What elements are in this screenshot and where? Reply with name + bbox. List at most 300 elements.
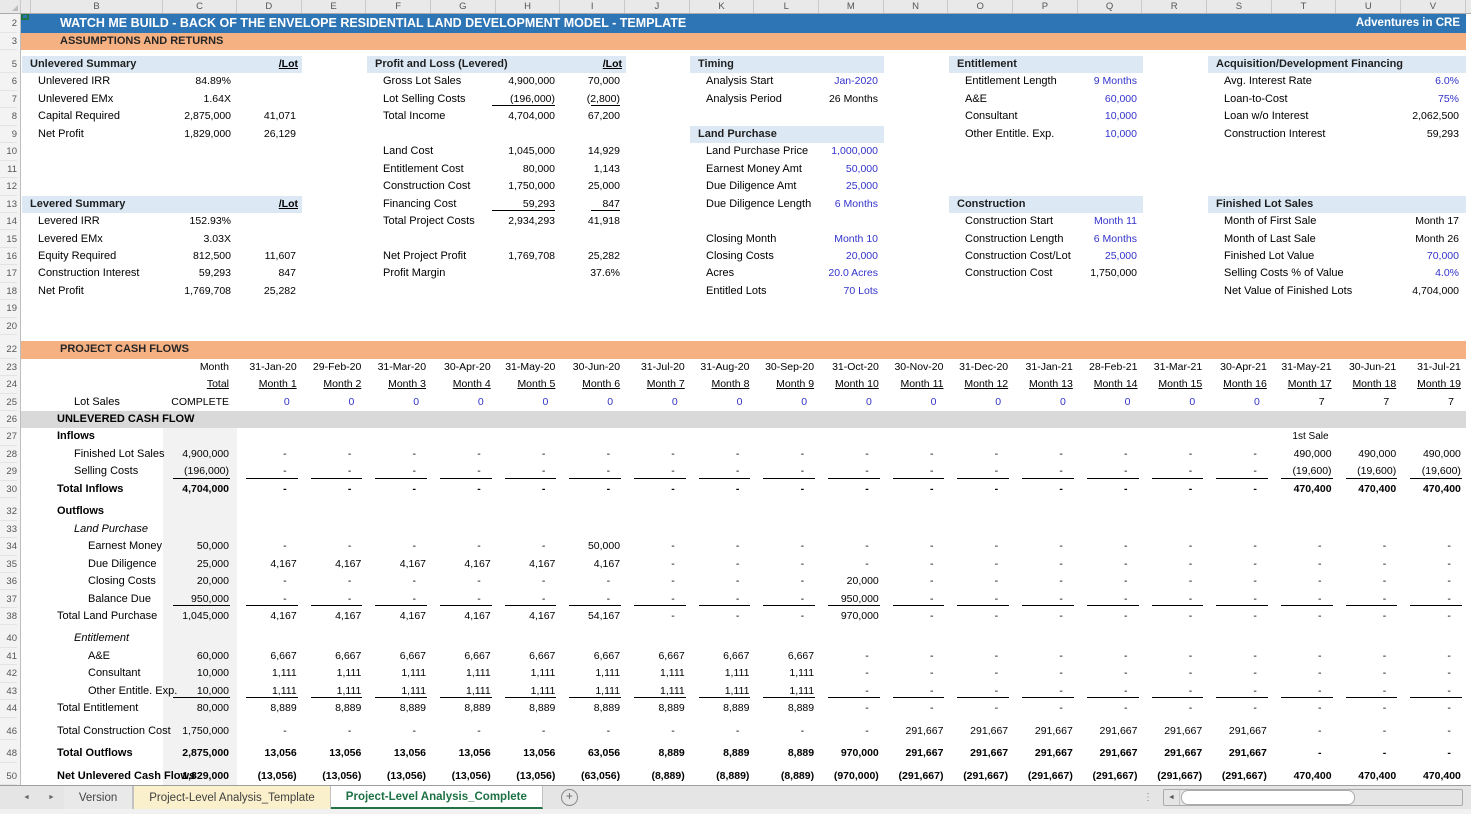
- value-cell[interactable]: 1,750,000: [508, 180, 555, 193]
- row-number-50[interactable]: 50: [0, 768, 17, 785]
- month-cell[interactable]: -: [1318, 724, 1322, 737]
- month-cell[interactable]: -: [1447, 649, 1451, 662]
- month-cell[interactable]: -: [1124, 667, 1128, 680]
- month-cell[interactable]: -: [754, 591, 819, 608]
- month-cell[interactable]: -: [865, 447, 869, 460]
- months-header-label[interactable]: Month: [199, 360, 229, 373]
- month-cell[interactable]: 1,111: [496, 683, 561, 700]
- month-cell[interactable]: -: [347, 447, 352, 460]
- month-cell[interactable]: -: [1318, 667, 1322, 680]
- month-cell[interactable]: (19,600): [1401, 463, 1466, 480]
- per-lot-cell[interactable]: 25,000: [587, 180, 620, 193]
- month-cell[interactable]: -: [283, 447, 287, 460]
- month-cell[interactable]: -: [1382, 609, 1387, 622]
- month-cell[interactable]: -: [929, 447, 934, 460]
- month-name-header[interactable]: Month 10: [835, 378, 879, 391]
- row-label[interactable]: Equity Required: [38, 249, 117, 262]
- value-cell[interactable]: 1.64X: [203, 92, 231, 105]
- column-header-F[interactable]: F: [366, 0, 431, 13]
- month-cell[interactable]: (8,889): [651, 769, 685, 782]
- month-cell[interactable]: (13,056): [322, 769, 362, 782]
- month-cell[interactable]: -: [948, 591, 1013, 608]
- month-cell[interactable]: -: [1382, 649, 1387, 662]
- month-cell[interactable]: -: [1447, 557, 1451, 570]
- row-label[interactable]: Earnest Money: [88, 540, 162, 553]
- month-cell[interactable]: -: [1188, 557, 1193, 570]
- month-cell[interactable]: -: [1447, 609, 1451, 622]
- per-lot-cell[interactable]: 37.6%: [590, 267, 620, 280]
- row-label[interactable]: Net Profit: [38, 127, 84, 140]
- column-header-A[interactable]: [21, 0, 31, 13]
- row-label[interactable]: Total Land Purchase: [57, 609, 158, 622]
- month-cell[interactable]: -: [302, 463, 367, 480]
- month-cell[interactable]: 4,167: [335, 557, 362, 570]
- month-cell[interactable]: 291,667: [970, 724, 1009, 737]
- row-label[interactable]: Unlevered IRR: [38, 75, 111, 88]
- month-cell[interactable]: -: [412, 724, 417, 737]
- month-cell[interactable]: -: [1382, 575, 1387, 588]
- row-label[interactable]: Unlevered EMx: [38, 92, 114, 105]
- row-label[interactable]: Due Diligence: [88, 557, 157, 570]
- month-cell[interactable]: -: [1059, 540, 1063, 553]
- total-cell[interactable]: 4,900,000: [182, 447, 229, 460]
- row-label[interactable]: Due Diligence Length: [706, 197, 812, 210]
- value-cell[interactable]: 26 Months: [828, 92, 878, 105]
- value-cell[interactable]: 4.0%: [1435, 267, 1459, 280]
- month-cell[interactable]: 0: [542, 395, 549, 408]
- month-cell[interactable]: 8,889: [658, 747, 685, 760]
- row-number-48[interactable]: 48: [0, 745, 17, 762]
- row-number-15[interactable]: 15: [0, 231, 17, 248]
- row-number-42[interactable]: 42: [0, 665, 17, 682]
- total-cell[interactable]: 1,829,000: [182, 769, 229, 782]
- month-cell[interactable]: 6,667: [399, 649, 427, 662]
- row-label[interactable]: Closing Month: [706, 232, 777, 245]
- scroll-left-icon[interactable]: ◄: [1164, 790, 1180, 805]
- month-cell[interactable]: (13,056): [451, 769, 491, 782]
- value-cell[interactable]: 1,769,708: [508, 249, 555, 262]
- per-lot-cell[interactable]: 25,282: [587, 249, 620, 262]
- month-cell[interactable]: 291,667: [1034, 747, 1073, 760]
- row-label[interactable]: Land Purchase: [74, 522, 148, 535]
- month-cell[interactable]: 1,111: [789, 667, 815, 680]
- column-header-T[interactable]: T: [1272, 0, 1337, 13]
- month-cell[interactable]: 1,111: [271, 667, 297, 680]
- month-cell[interactable]: -: [1059, 702, 1063, 715]
- month-cell[interactable]: -: [477, 540, 481, 553]
- month-cell[interactable]: -: [606, 482, 611, 495]
- month-name-header[interactable]: Month 4: [452, 378, 491, 391]
- value-cell[interactable]: Month 11: [1094, 215, 1137, 228]
- column-header-G[interactable]: G: [431, 0, 496, 13]
- row-label[interactable]: A&E: [965, 92, 988, 105]
- month-cell[interactable]: (8,889): [780, 769, 815, 782]
- month-cell[interactable]: -: [347, 724, 352, 737]
- month-cell[interactable]: 0: [865, 395, 872, 408]
- month-cell[interactable]: -: [735, 540, 740, 553]
- row-number-44[interactable]: 44: [0, 700, 17, 717]
- month-cell[interactable]: -: [1078, 463, 1143, 480]
- month-cell[interactable]: -: [1253, 540, 1257, 553]
- row-number-37[interactable]: 37: [0, 591, 17, 608]
- column-header-L[interactable]: L: [754, 0, 819, 13]
- row-label[interactable]: Month of First Sale: [1224, 215, 1317, 228]
- month-cell[interactable]: -: [1318, 540, 1322, 553]
- month-cell[interactable]: -: [1078, 683, 1143, 700]
- month-cell[interactable]: 8,889: [270, 702, 297, 715]
- row-label[interactable]: Selling Costs: [74, 465, 139, 478]
- month-cell[interactable]: -: [671, 447, 675, 460]
- month-cell[interactable]: 1,111: [690, 683, 755, 700]
- value-cell[interactable]: 20.0 Acres: [828, 267, 878, 280]
- month-cell[interactable]: -: [1143, 463, 1208, 480]
- row-label[interactable]: Acres: [706, 267, 735, 280]
- month-cell[interactable]: -: [1318, 557, 1322, 570]
- month-cell[interactable]: 970,000: [840, 609, 879, 622]
- row-label[interactable]: Due Diligence Amt: [706, 180, 797, 193]
- month-cell[interactable]: 13,056: [329, 747, 362, 760]
- value-cell[interactable]: 2,875,000: [184, 110, 231, 123]
- value-cell[interactable]: (196,000): [447, 91, 557, 108]
- month-name-header[interactable]: Month 6: [582, 378, 621, 391]
- month-date-header[interactable]: 30-Jun-20: [572, 360, 621, 373]
- row-label[interactable]: Selling Costs % of Value: [1224, 267, 1344, 280]
- month-cell[interactable]: -: [431, 591, 496, 608]
- per-lot-cell[interactable]: 70,000: [587, 75, 620, 88]
- value-cell[interactable]: 2,934,293: [508, 215, 555, 228]
- month-cell[interactable]: -: [929, 575, 934, 588]
- month-cell[interactable]: -: [671, 540, 675, 553]
- month-cell[interactable]: -: [884, 463, 949, 480]
- month-cell[interactable]: 4,167: [529, 557, 556, 570]
- month-cell[interactable]: -: [1337, 683, 1402, 700]
- month-cell[interactable]: 291,667: [1164, 724, 1203, 737]
- month-cell[interactable]: (291,667): [898, 769, 944, 782]
- row-label[interactable]: Net Value of Finished Lots: [1224, 284, 1353, 297]
- month-cell[interactable]: -: [625, 463, 690, 480]
- month-cell[interactable]: 6,667: [787, 649, 815, 662]
- month-cell[interactable]: 1,111: [560, 683, 625, 700]
- month-cell[interactable]: -: [735, 609, 740, 622]
- month-cell[interactable]: -: [1188, 609, 1193, 622]
- row-label[interactable]: Gross Lot Sales: [383, 75, 462, 88]
- month-cell[interactable]: -: [1188, 667, 1193, 680]
- month-cell[interactable]: -: [541, 540, 546, 553]
- per-lot-cell[interactable]: 11,607: [264, 249, 296, 262]
- month-cell[interactable]: -: [929, 540, 934, 553]
- row-label[interactable]: Entitlement: [74, 632, 130, 645]
- month-cell[interactable]: (8,889): [716, 769, 750, 782]
- month-cell[interactable]: -: [735, 447, 740, 460]
- model-title-cell[interactable]: [21, 14, 1466, 33]
- row-label[interactable]: Construction Interest: [1224, 127, 1326, 140]
- row-number-5[interactable]: 5: [0, 56, 17, 73]
- month-cell[interactable]: -: [1059, 667, 1063, 680]
- month-cell[interactable]: -: [1253, 482, 1257, 495]
- month-cell[interactable]: -: [366, 463, 431, 480]
- month-cell[interactable]: -: [283, 724, 287, 737]
- month-cell[interactable]: 7: [1448, 395, 1454, 408]
- month-cell[interactable]: -: [412, 482, 417, 495]
- month-name-header[interactable]: Month 16: [1223, 378, 1267, 391]
- month-cell[interactable]: -: [1447, 702, 1451, 715]
- per-lot-cell[interactable]: 847: [278, 267, 296, 280]
- per-lot-cell[interactable]: 847: [546, 196, 622, 213]
- row-label[interactable]: Land Cost: [383, 145, 434, 158]
- month-cell[interactable]: 13,056: [458, 747, 491, 760]
- month-cell[interactable]: -: [412, 540, 417, 553]
- month-cell[interactable]: 0: [1254, 395, 1260, 408]
- row-number-16[interactable]: 16: [0, 248, 17, 265]
- value-cell[interactable]: 6 Months: [1093, 232, 1137, 245]
- month-cell[interactable]: 8,889: [723, 702, 750, 715]
- total-cell[interactable]: 20,000: [196, 575, 229, 588]
- month-cell[interactable]: -: [865, 540, 869, 553]
- month-cell[interactable]: -: [1253, 649, 1257, 662]
- month-cell[interactable]: 291,667: [905, 724, 944, 737]
- per-lot-cell[interactable]: (2,800): [546, 91, 622, 108]
- month-cell[interactable]: -: [1382, 557, 1387, 570]
- row-number-25[interactable]: 25: [0, 394, 17, 411]
- row-number-14[interactable]: 14: [0, 213, 17, 230]
- column-header-N[interactable]: N: [884, 0, 949, 13]
- month-cell[interactable]: -: [237, 591, 302, 608]
- row-label[interactable]: Construction Cost: [965, 267, 1053, 280]
- month-cell[interactable]: 291,667: [1099, 724, 1138, 737]
- month-cell[interactable]: -: [1207, 683, 1272, 700]
- row-label[interactable]: Other Entitle. Exp.: [965, 127, 1055, 140]
- month-date-header[interactable]: 31-Mar-20: [377, 360, 427, 373]
- row-label[interactable]: Avg. Interest Rate: [1224, 75, 1312, 88]
- total-cell[interactable]: 4,704,000: [182, 482, 229, 495]
- month-cell[interactable]: 13,056: [393, 747, 427, 760]
- total-cell[interactable]: 80,000: [196, 702, 229, 715]
- month-cell[interactable]: 8,889: [787, 747, 815, 760]
- month-cell[interactable]: -: [606, 447, 611, 460]
- month-cell[interactable]: 8,889: [787, 702, 815, 715]
- row-number-18[interactable]: 18: [0, 283, 17, 300]
- month-cell[interactable]: -: [283, 482, 287, 495]
- month-cell[interactable]: (291,667): [1092, 769, 1138, 782]
- month-cell[interactable]: 0: [348, 395, 355, 408]
- month-cell[interactable]: 470,400: [1358, 769, 1397, 782]
- total-cell[interactable]: (196,000): [163, 463, 233, 480]
- month-cell[interactable]: -: [1143, 591, 1208, 608]
- value-cell[interactable]: 70 Lots: [843, 284, 878, 297]
- sheet-nav-right-icon[interactable]: ►: [47, 794, 55, 801]
- month-cell[interactable]: 1,111: [754, 683, 819, 700]
- value-cell[interactable]: 3.03X: [203, 232, 231, 245]
- value-cell[interactable]: 84.89%: [195, 75, 231, 88]
- month-cell[interactable]: -: [994, 702, 999, 715]
- month-cell[interactable]: -: [865, 667, 869, 680]
- month-cell[interactable]: -: [671, 724, 675, 737]
- month-cell[interactable]: 4,167: [593, 557, 621, 570]
- total-cell[interactable]: 10,000: [196, 667, 229, 680]
- month-cell[interactable]: 13,056: [523, 747, 556, 760]
- column-header-Q[interactable]: Q: [1078, 0, 1143, 13]
- row-label[interactable]: Construction Cost: [383, 180, 471, 193]
- column-header-H[interactable]: H: [496, 0, 561, 13]
- value-cell[interactable]: 59,293: [198, 267, 231, 280]
- row-number-46[interactable]: 46: [0, 723, 17, 740]
- row-number-7[interactable]: 7: [0, 91, 17, 108]
- month-cell[interactable]: 8,889: [399, 702, 427, 715]
- month-cell[interactable]: -: [1447, 747, 1451, 760]
- month-cell[interactable]: -: [1188, 575, 1193, 588]
- month-date-header[interactable]: 31-Jan-21: [1025, 360, 1073, 373]
- month-cell[interactable]: -: [1253, 667, 1257, 680]
- month-cell[interactable]: 6,667: [529, 649, 556, 662]
- month-cell[interactable]: 291,667: [970, 747, 1009, 760]
- value-cell[interactable]: 59,293: [447, 196, 557, 213]
- value-cell[interactable]: 80,000: [522, 162, 555, 175]
- month-cell[interactable]: 490,000: [1293, 447, 1332, 460]
- total-header-label[interactable]: Total: [206, 378, 229, 391]
- month-cell[interactable]: -: [237, 463, 302, 480]
- value-cell[interactable]: 50,000: [845, 162, 878, 175]
- row-label[interactable]: Other Entitle. Exp.: [88, 684, 178, 697]
- unlevered-cash-flow-bar[interactable]: [21, 411, 1466, 428]
- month-cell[interactable]: 4,167: [335, 609, 362, 622]
- month-cell[interactable]: -: [754, 463, 819, 480]
- row-number-38[interactable]: 38: [0, 608, 17, 625]
- month-cell[interactable]: -: [994, 540, 999, 553]
- month-cell[interactable]: -: [800, 575, 805, 588]
- month-cell[interactable]: 470,400: [1422, 482, 1461, 495]
- month-name-header[interactable]: Month 19: [1417, 378, 1461, 391]
- month-cell[interactable]: -: [1059, 575, 1063, 588]
- column-header-O[interactable]: O: [948, 0, 1013, 13]
- month-cell[interactable]: 4,167: [399, 609, 427, 622]
- row-label[interactable]: Inflows: [57, 430, 95, 443]
- month-cell[interactable]: -: [929, 702, 934, 715]
- month-cell[interactable]: -: [625, 591, 690, 608]
- row-number-10[interactable]: 10: [0, 143, 17, 160]
- month-cell[interactable]: 470,400: [1358, 482, 1397, 495]
- row-number-36[interactable]: 36: [0, 573, 17, 590]
- value-cell[interactable]: 9 Months: [1093, 75, 1137, 88]
- month-cell[interactable]: 50,000: [587, 540, 621, 553]
- row-label[interactable]: Entitled Lots: [706, 284, 767, 297]
- row-label[interactable]: Month of Last Sale: [1224, 232, 1316, 245]
- month-cell[interactable]: 0: [930, 395, 937, 408]
- row-number-12[interactable]: 12: [0, 178, 17, 195]
- column-header-U[interactable]: U: [1336, 0, 1401, 13]
- month-cell[interactable]: -: [560, 463, 625, 480]
- cash-flows-section-bar[interactable]: [21, 341, 1466, 358]
- per-lot-cell[interactable]: 41,918: [587, 215, 620, 228]
- row-label[interactable]: Total Entitlement: [57, 702, 139, 715]
- month-cell[interactable]: -: [929, 482, 934, 495]
- month-date-header[interactable]: 31-Jul-21: [1417, 360, 1461, 373]
- per-lot-cell[interactable]: 25,282: [263, 284, 296, 297]
- month-cell[interactable]: 4,167: [464, 557, 491, 570]
- month-cell[interactable]: -: [1124, 609, 1128, 622]
- month-cell[interactable]: 6,667: [723, 649, 750, 662]
- row-label[interactable]: Net Profit: [38, 284, 84, 297]
- month-cell[interactable]: -: [800, 557, 805, 570]
- month-cell[interactable]: 1,111: [530, 667, 556, 680]
- total-cell[interactable]: 2,875,000: [182, 747, 229, 760]
- month-cell[interactable]: -: [1188, 702, 1193, 715]
- month-cell[interactable]: -: [1253, 447, 1257, 460]
- month-cell[interactable]: 0: [801, 395, 808, 408]
- month-cell[interactable]: 0: [671, 395, 678, 408]
- month-cell[interactable]: -: [884, 591, 949, 608]
- month-cell[interactable]: 6,667: [464, 649, 491, 662]
- month-cell[interactable]: -: [1401, 591, 1466, 608]
- horizontal-scrollbar[interactable]: [1163, 789, 1463, 806]
- month-date-header[interactable]: 30-Sep-20: [765, 360, 815, 373]
- month-cell[interactable]: 4,167: [399, 557, 427, 570]
- month-cell[interactable]: 291,667: [1228, 747, 1267, 760]
- month-cell[interactable]: (291,667): [963, 769, 1009, 782]
- value-cell[interactable]: 60,000: [1104, 92, 1137, 105]
- month-cell[interactable]: 0: [413, 395, 420, 408]
- month-cell[interactable]: -: [1447, 667, 1451, 680]
- row-number-19[interactable]: 19: [0, 300, 17, 317]
- per-lot-cell[interactable]: 41,071: [263, 110, 296, 123]
- month-cell[interactable]: -: [1253, 609, 1257, 622]
- value-cell[interactable]: 6.0%: [1435, 75, 1459, 88]
- scrollbar-thumb[interactable]: [1181, 790, 1355, 805]
- month-cell[interactable]: -: [1143, 683, 1208, 700]
- row-label[interactable]: Entitlement Length: [965, 75, 1057, 88]
- row-label[interactable]: Total Inflows: [57, 482, 124, 495]
- month-cell[interactable]: -: [477, 482, 481, 495]
- month-cell[interactable]: -: [994, 557, 999, 570]
- row-number-20[interactable]: 20: [0, 318, 17, 335]
- total-cell[interactable]: 950,000: [163, 591, 233, 608]
- column-header-V[interactable]: V: [1401, 0, 1466, 13]
- month-cell[interactable]: 6,667: [593, 649, 621, 662]
- value-cell[interactable]: 20,000: [845, 249, 878, 262]
- month-cell[interactable]: -: [865, 724, 869, 737]
- month-name-header[interactable]: Month 3: [388, 378, 427, 391]
- month-cell[interactable]: -: [929, 667, 934, 680]
- row-number-13[interactable]: 13: [0, 196, 17, 213]
- value-cell[interactable]: 25,000: [1104, 249, 1137, 262]
- month-cell[interactable]: -: [865, 557, 869, 570]
- column-header-K[interactable]: K: [690, 0, 755, 13]
- month-cell[interactable]: 291,667: [905, 747, 944, 760]
- month-cell[interactable]: -: [1382, 747, 1387, 760]
- row-label[interactable]: Financing Cost: [383, 197, 457, 210]
- row-number-35[interactable]: 35: [0, 556, 17, 573]
- value-cell[interactable]: 59,293: [1426, 127, 1459, 140]
- month-cell[interactable]: -: [865, 649, 869, 662]
- month-date-header[interactable]: 31-May-20: [505, 360, 556, 373]
- month-cell[interactable]: -: [1318, 702, 1322, 715]
- month-cell[interactable]: -: [1059, 609, 1063, 622]
- month-cell[interactable]: -: [1253, 575, 1257, 588]
- month-cell[interactable]: -: [948, 683, 1013, 700]
- month-cell[interactable]: -: [283, 540, 287, 553]
- value-cell[interactable]: 4,704,000: [508, 110, 555, 123]
- month-cell[interactable]: -: [929, 609, 934, 622]
- month-cell[interactable]: 4,167: [270, 609, 297, 622]
- value-cell[interactable]: 4,900,000: [508, 75, 555, 88]
- month-cell[interactable]: -: [412, 575, 417, 588]
- value-cell[interactable]: Month 17: [1415, 215, 1459, 228]
- row-label[interactable]: Balance Due: [88, 592, 151, 605]
- month-cell[interactable]: -: [347, 540, 352, 553]
- month-cell[interactable]: 0: [1059, 395, 1066, 408]
- month-name-header[interactable]: Month 1: [258, 378, 297, 391]
- month-cell[interactable]: 8,889: [658, 702, 685, 715]
- month-cell[interactable]: 0: [607, 395, 614, 408]
